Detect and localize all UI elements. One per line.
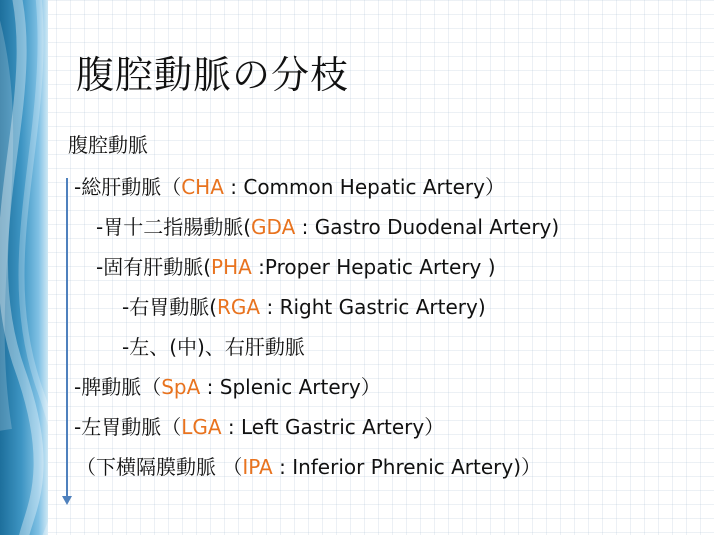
list-item-root: 腹腔動脈 xyxy=(68,133,148,157)
abbr-pha: PHA xyxy=(211,255,252,279)
abbr-gda: GDA xyxy=(251,215,296,239)
abbr-lga: LGA xyxy=(181,415,222,439)
slide-title: 腹腔動脈の分枝 xyxy=(76,53,350,97)
list-item-ipa: （下横隔膜動脈 （IPA : Inferior Phrenic Artery)） xyxy=(76,455,542,479)
abbr-ipa: IPA xyxy=(242,455,273,479)
abbr-cha: CHA xyxy=(181,175,224,199)
list-item-gda: -胃十二指腸動脈(GDA : Gastro Duodenal Artery) xyxy=(96,215,560,239)
list-item-hepatic-branches: -左、(中)、右肝動脈 xyxy=(122,335,305,359)
decorative-sidebar xyxy=(0,0,48,535)
arrow-down-icon xyxy=(62,496,72,505)
wave-decoration-icon xyxy=(0,0,48,535)
list-item-rga: -右胃動脈(RGA : Right Gastric Artery) xyxy=(122,295,486,319)
list-item-cha: -総肝動脈（CHA : Common Hepatic Artery） xyxy=(74,175,505,199)
list-item-pha: -固有肝動脈(PHA :Proper Hepatic Artery ) xyxy=(96,255,496,279)
abbr-rga: RGA xyxy=(217,295,261,319)
hierarchy-connector-line xyxy=(66,178,68,498)
list-item-lga: -左胃動脈（LGA : Left Gastric Artery） xyxy=(74,415,445,439)
abbr-spa: SpA xyxy=(161,375,201,399)
list-item-spa: -脾動脈（SpA : Splenic Artery） xyxy=(74,375,381,399)
